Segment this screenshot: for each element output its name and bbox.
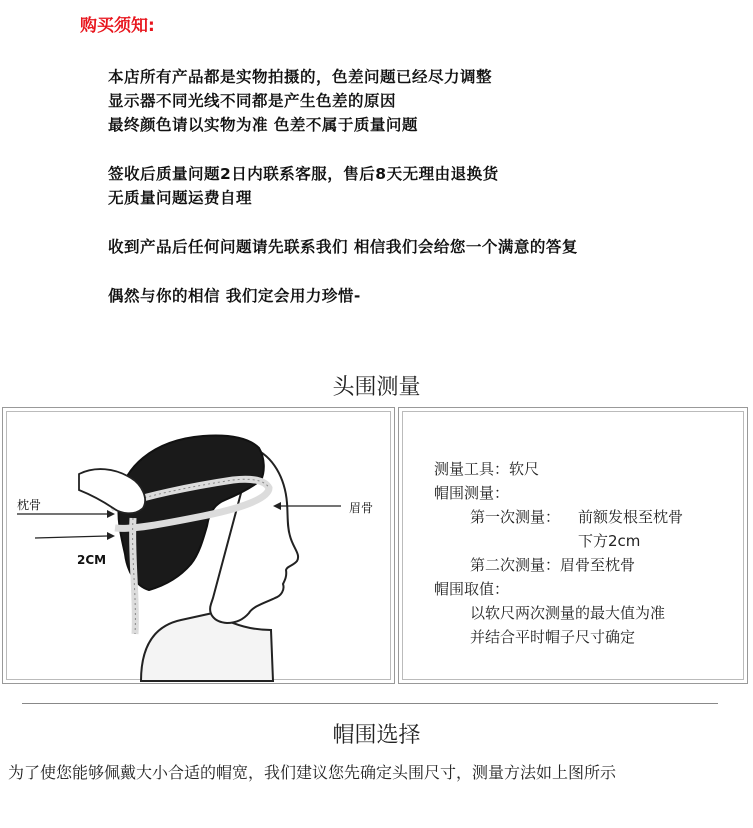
choose-text: 为了使您能够佩戴大小合适的帽宽，我们建议您先确定头围尺寸，测量方法如上图所示	[8, 763, 617, 782]
value-line-1: 以软尺两次测量的最大值为准	[470, 604, 666, 622]
two-cm-label: 2CM	[77, 553, 107, 567]
measure-instructions-panel	[398, 407, 748, 684]
measure-heading: 头围测量	[332, 375, 421, 400]
method-title: 帽围测量：	[434, 484, 510, 502]
section-divider	[22, 703, 718, 704]
occipital-label: 枕骨	[17, 498, 42, 512]
first-measure-text: 前额发根至枕骨	[578, 508, 684, 526]
head-measure-illustration	[3, 408, 394, 683]
notice-line-5: 无质量问题运费自理	[108, 189, 253, 207]
second-measure-line: 第二次测量：眉骨至枕骨	[470, 556, 636, 574]
value-line-2: 并结合平时帽子尺寸确定	[470, 628, 636, 646]
notice-title: 购买须知:	[80, 16, 155, 36]
notice-line-7: 偶然与你的相信 我们定会用力珍惜-	[108, 287, 361, 305]
first-measure-text-cont: 下方2cm	[578, 532, 641, 550]
first-measure-label: 第一次测量：	[470, 508, 561, 526]
notice-line-4: 签收后质量问题2日内联系客服，售后8天无理由退换货	[108, 165, 499, 183]
choose-heading: 帽围选择	[332, 723, 421, 748]
value-title: 帽围取值：	[434, 580, 510, 598]
notice-line-1: 本店所有产品都是实物拍摄的，色差问题已经尽力调整	[108, 68, 493, 86]
notice-line-2: 显示器不同光线不同都是产生色差的原因	[108, 92, 397, 110]
tool-line: 测量工具：软尺	[434, 460, 540, 478]
brow-label: 眉骨	[349, 501, 374, 515]
head-diagram-panel	[2, 407, 395, 684]
notice-line-6: 收到产品后任何问题请先联系我们 相信我们会给您一个满意的答复	[108, 238, 578, 256]
notice-line-3: 最终颜色请以实物为准 色差不属于质量问题	[108, 116, 418, 134]
